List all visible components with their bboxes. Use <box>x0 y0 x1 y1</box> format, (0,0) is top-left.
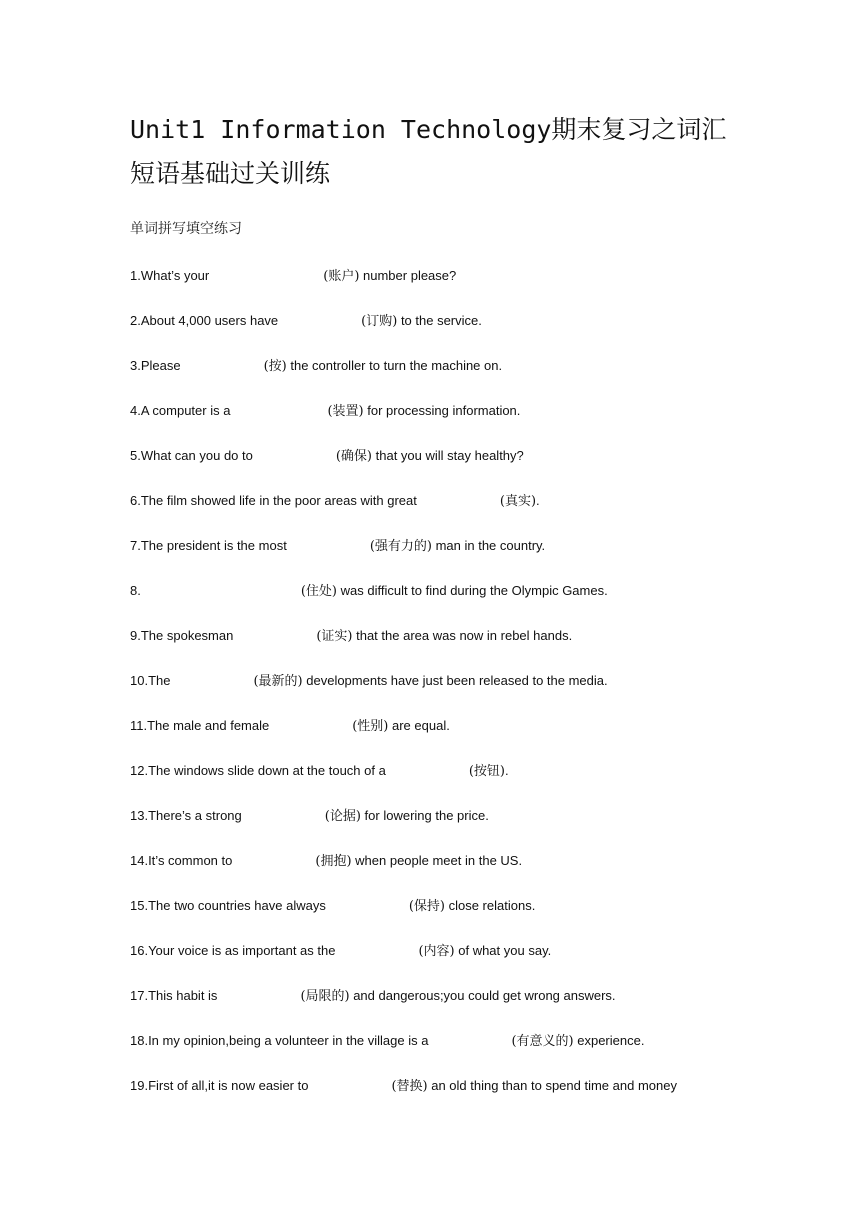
chinese-hint: (真实) <box>499 494 537 509</box>
question-text: close relations. <box>444 898 536 913</box>
question-text: 5.What can you do to <box>130 448 253 463</box>
question-text: 18.In my opinion,being a volunteer in the village is a <box>130 1033 429 1048</box>
question-text: 9.The spokesman <box>130 628 234 643</box>
document-title: Unit1 Information Technology期末复习之词汇短语基础过关训练 <box>130 115 727 188</box>
question-text: the controller to turn the machine on. <box>286 358 503 373</box>
question-text: number please? <box>359 268 457 283</box>
question-item <box>130 445 524 464</box>
question-text: 16.Your voice is as important as the <box>130 943 336 958</box>
question-item <box>130 940 551 959</box>
question-text: . <box>504 763 509 778</box>
question-text: 6.The film showed life in the poor areas with great <box>130 493 417 508</box>
question-text: man in the country. <box>431 538 546 553</box>
question-text: 14.It’s common to <box>130 853 233 868</box>
chinese-hint: (订购) <box>361 314 398 329</box>
question-item <box>130 535 545 554</box>
chinese-hint: (按钮) <box>468 764 505 779</box>
chinese-hint: (性别) <box>352 719 389 734</box>
chinese-hint: (局限的) <box>300 989 350 1004</box>
question-text: 17.This habit is <box>130 988 218 1003</box>
question-text: 15.The two countries have always <box>130 898 326 913</box>
chinese-hint: (住处) <box>300 584 337 599</box>
chinese-hint: (账户) <box>323 269 360 284</box>
question-text: of what you say. <box>454 943 552 958</box>
question-text: . <box>536 493 540 508</box>
question-text: an old thing than to spend time and money <box>427 1078 677 1093</box>
question-text: for lowering the price. <box>360 808 489 823</box>
chinese-hint: (论据) <box>324 809 361 824</box>
question-text: 1.What’s your <box>130 268 210 283</box>
question-item <box>130 580 608 599</box>
question-text: 13.There’s a strong <box>130 808 242 823</box>
question-text: 7.The president is the most <box>130 538 287 553</box>
chinese-hint: (按) <box>263 359 287 374</box>
question-text: 4.A computer is a <box>130 403 231 418</box>
chinese-hint: (替换) <box>391 1079 428 1094</box>
question-item <box>130 715 450 734</box>
chinese-hint: (最新的) <box>253 674 303 689</box>
question-text: 19.First of all,it is now easier to <box>130 1078 309 1093</box>
question-item <box>130 1030 644 1049</box>
question-item <box>130 805 489 824</box>
chinese-hint: (内容) <box>418 944 455 959</box>
question-text: that you will stay healthy? <box>372 448 524 463</box>
chinese-hint: (强有力的) <box>369 539 432 554</box>
question-text: developments have just been released to the media. <box>302 673 608 688</box>
question-text: 2.About 4,000 users have <box>130 313 279 328</box>
question-text: 8. <box>130 583 141 598</box>
chinese-hint: (确保) <box>335 449 373 464</box>
question-item <box>130 490 540 509</box>
question-text: to the service. <box>397 313 482 328</box>
section-heading: 单词拼写填空练习 <box>130 221 242 237</box>
question-text: 11.The male and female <box>130 718 270 733</box>
question-item <box>130 760 509 779</box>
question-item <box>130 400 520 419</box>
question-item <box>130 1075 677 1094</box>
question-text: experience. <box>573 1033 645 1048</box>
question-text: was difficult to find during the Olympic Games. <box>337 583 608 598</box>
question-item <box>130 265 456 284</box>
question-text: when people meet in the US. <box>351 853 523 868</box>
question-text: for processing information. <box>363 403 521 418</box>
question-item <box>130 355 502 374</box>
chinese-hint: (拥抱) <box>315 854 352 869</box>
question-text: 12.The windows slide down at the touch of a <box>130 763 386 778</box>
question-text: are equal. <box>388 718 450 733</box>
chinese-hint: (证实) <box>316 629 353 644</box>
question-text: 10.The <box>130 673 171 688</box>
chinese-hint: (保持) <box>408 899 445 914</box>
question-item <box>130 625 572 644</box>
question-text: that the area was now in rebel hands. <box>352 628 573 643</box>
question-text: 3.Please <box>130 358 181 373</box>
chinese-hint: (装置) <box>327 404 364 419</box>
question-item <box>130 850 522 869</box>
question-item <box>130 895 535 914</box>
chinese-hint: (有意义的) <box>511 1034 574 1049</box>
question-item <box>130 670 608 689</box>
question-item <box>130 310 482 329</box>
question-item <box>130 985 616 1004</box>
question-text: and dangerous;you could get wrong answers. <box>349 988 616 1003</box>
